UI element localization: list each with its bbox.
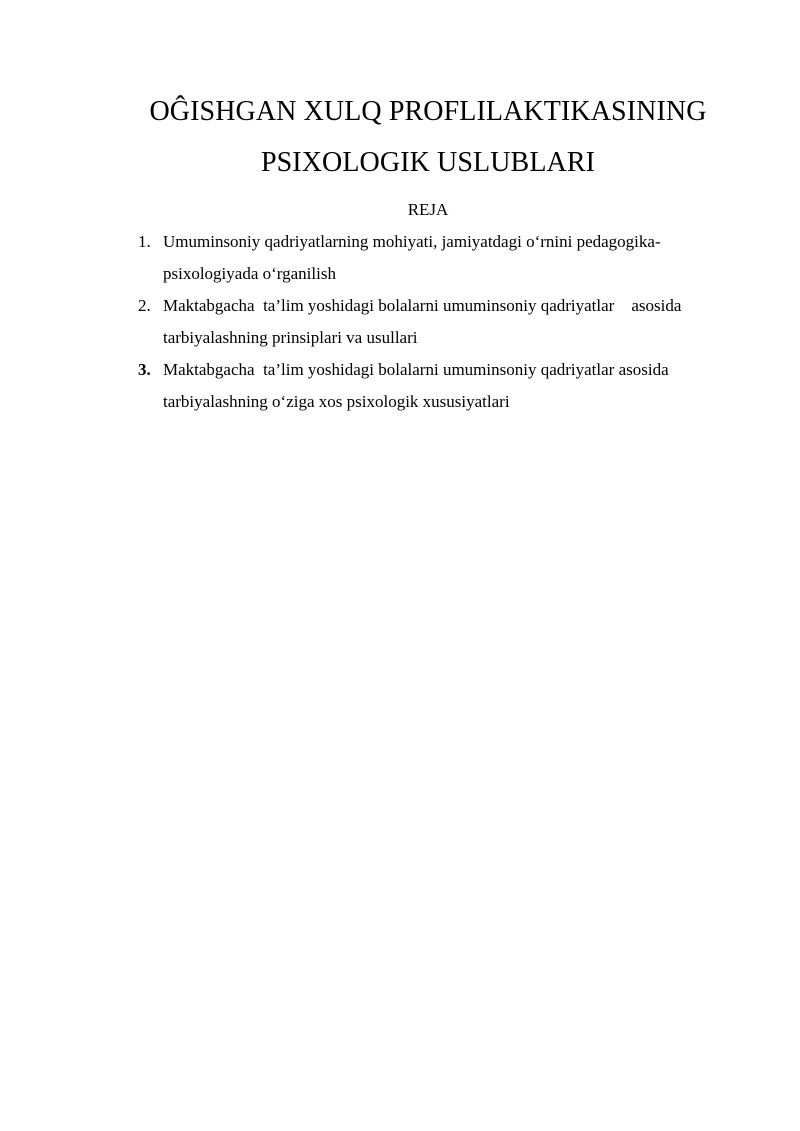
document-title-line-1: OĜISHGAN XULQ PROFLILAKTIKASINING (149, 96, 707, 127)
plan-item-number: 3. (138, 360, 151, 379)
plan-item-number: 1. (138, 232, 151, 251)
plan-item-text-line-2: tarbiyalashning o‘ziga xos psixologik xususiyatlari (163, 392, 510, 411)
plan-item-text-line-1: Maktabgacha ta’lim yoshidagi bolalarni umuminsoniy qadriyatlar asosida (163, 360, 669, 379)
plan-heading: REJA (407, 200, 449, 219)
plan-item-number: 2. (138, 296, 151, 315)
plan-item-text-line-1: Umuminsoniy qadriyatlarning mohiyati, jamiyatdagi o‘rnini pedagogika- (163, 232, 661, 251)
plan-item-text-line-1: Maktabgacha ta’lim yoshidagi bolalarni umuminsoniy qadriyatlar asosida (163, 296, 682, 315)
plan-item-text-line-2: tarbiyalashning prinsiplari va usullari (163, 328, 418, 347)
plan-item-text-line-2: psixologiyada o‘rganilish (163, 264, 336, 283)
document-title-line-2: PSIXOLOGIK USLUBLARI (260, 147, 596, 178)
